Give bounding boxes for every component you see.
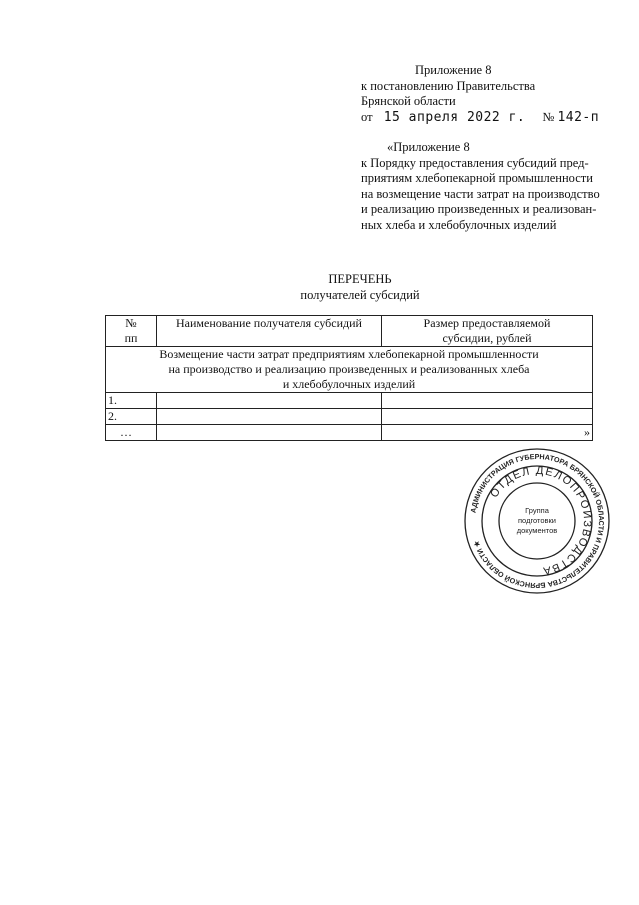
appendix-line-2: Брянской области: [361, 94, 456, 108]
svg-text:Группа: Группа: [525, 506, 549, 515]
row-amount-cell: [382, 393, 593, 409]
date-value: 15 апреля 2022 г.: [383, 109, 526, 125]
table-section-row: [106, 347, 593, 393]
stamp-center: [517, 506, 558, 535]
list-heading: ПЕРЕЧЕНЬ: [328, 272, 392, 286]
inner-appendix: [361, 140, 611, 233]
column-header-number: № пп: [106, 316, 157, 347]
number-prefix: №: [542, 109, 555, 124]
list-subheading: получателей субсидий: [300, 287, 420, 302]
date-line: [361, 110, 621, 126]
appendix-header: [361, 63, 621, 125]
table-row: [106, 393, 593, 409]
section-description: Возмещение части затрат предприятиям хлебопекарной промышленности на производство и реализацию произведенных и реализованных хлеба и хлебобулочных изделий: [106, 347, 593, 393]
table-header-row: [106, 316, 593, 347]
inner-appendix-line: приятиям хлебопекарной промышленности: [361, 171, 593, 185]
list-title: [260, 272, 460, 303]
closing-quote: »: [382, 425, 593, 441]
column-header-name: Наименование получателя субсидий: [157, 316, 382, 347]
row-number: …: [106, 425, 157, 441]
office-stamp: [463, 447, 611, 595]
date-prefix: от: [361, 109, 373, 124]
inner-appendix-line: к Порядку предоставления субсидий пред-: [361, 155, 589, 170]
stamp-middle-text: ОТДЕЛ ДЕЛОПРОИЗВОДСТВА: [488, 464, 594, 577]
column-header-amount: Размер предоставляемой субсидии, рублей: [382, 316, 593, 347]
appendix-title: Приложение 8: [415, 63, 492, 77]
inner-appendix-title: «Приложение 8: [387, 140, 470, 154]
row-number: 1.: [106, 393, 157, 409]
svg-text:документов: документов: [516, 526, 558, 535]
row-name-cell: [157, 425, 382, 441]
recipients-table: [105, 315, 593, 441]
inner-appendix-line: ных хлеба и хлебобулочных изделий: [361, 217, 557, 232]
svg-text:подготовки: подготовки: [518, 516, 556, 525]
table-row: [106, 425, 593, 441]
row-number: 2.: [106, 409, 157, 425]
appendix-line-1: к постановлению Правительства: [361, 78, 536, 93]
inner-appendix-line: и реализацию произведенных и реализован-: [361, 202, 597, 216]
number-value: 142-п: [557, 109, 600, 125]
row-name-cell: [157, 393, 382, 409]
table-row: [106, 409, 593, 425]
stamp-ring-text: АДМИНИСТРАЦИЯ ГУБЕРНАТОРА БРЯНСКОЙ ОБЛАСТИ И ПРАВИТЕЛЬСТВА БРЯНСКОЙ ОБЛАСТИ ★: [468, 451, 607, 591]
row-amount-cell: [382, 409, 593, 425]
row-name-cell: [157, 409, 382, 425]
inner-appendix-line: на возмещение части затрат на производство: [361, 186, 600, 201]
